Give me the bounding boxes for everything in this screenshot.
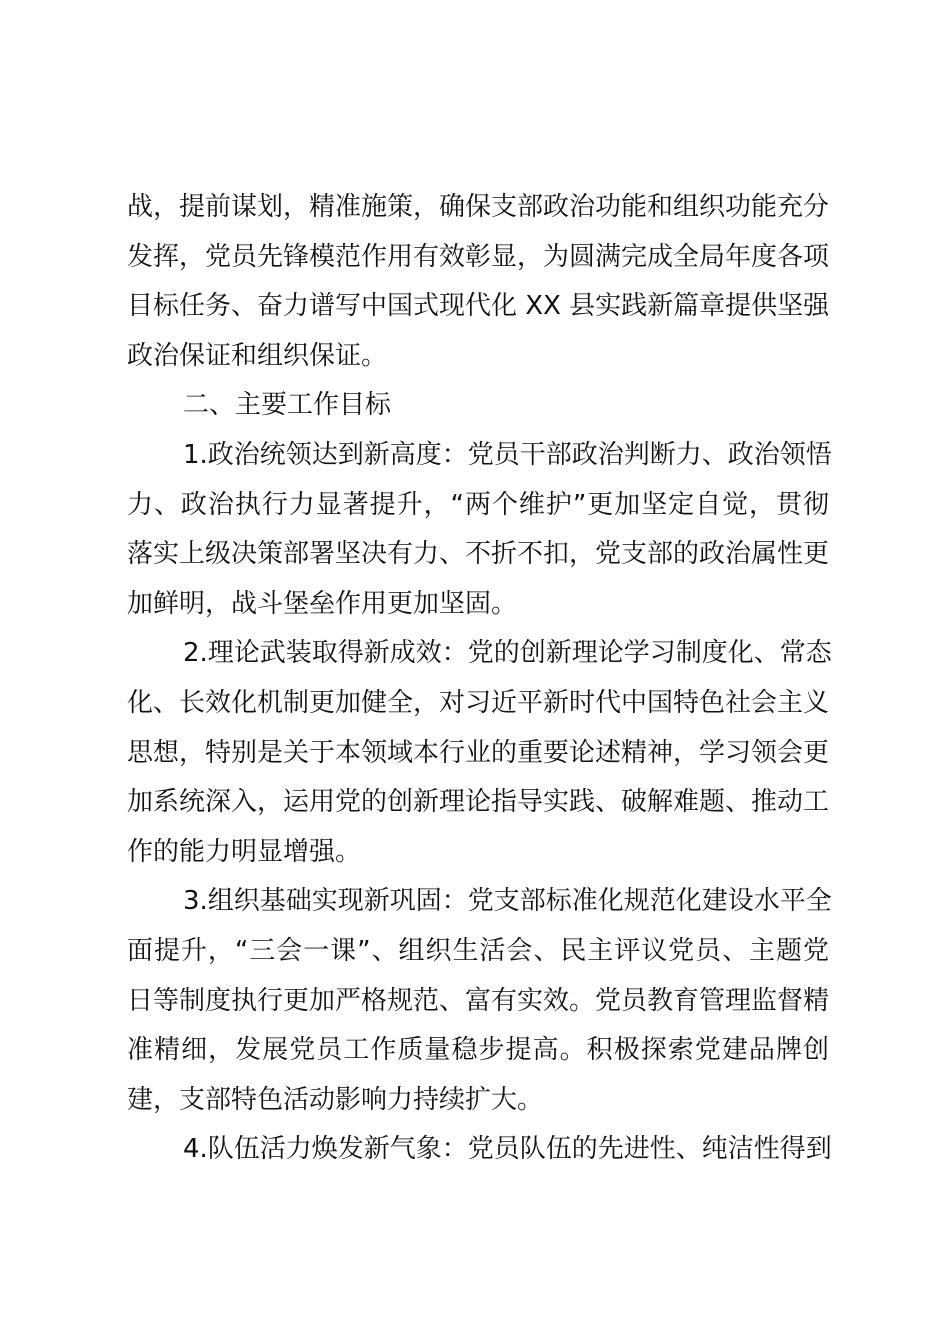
goal-1-line: 1.政治统领达到新高度：党员干部政治判断力、政治领悟 [183, 439, 832, 470]
section-heading: 二、主要工作目标 [183, 390, 392, 421]
text-line: 作的能力明显增强。 [127, 836, 362, 867]
text-line: 面提升，“三会一课”、组织生活会、民主评议党员、主题党 [127, 935, 829, 966]
text-line: 建，支部特色活动影响力持续扩大。 [127, 1084, 544, 1115]
text-line: 力、政治执行力显著提升，“两个维护”更加坚定自觉，贯彻 [127, 489, 829, 520]
text-line: 日等制度执行更加严格规范、富有实效。党员教育管理监督精 [127, 985, 830, 1016]
text-line: 加鲜明，战斗堡垒作用更加坚固。 [127, 588, 518, 619]
text-line: 发挥，党员先锋模范作用有效彰显，为圆满完成全局年度各项 [127, 241, 830, 272]
text-line: 化、长效化机制更加健全，对习近平新时代中国特色社会主义 [127, 687, 830, 718]
text-line: 政治保证和组织保证。 [127, 340, 388, 371]
text-line: 落实上级决策部署坚决有力、不折不扣，党支部的政治属性更 [127, 539, 830, 570]
goal-4-line: 4.队伍活力焕发新气象：党员队伍的先进性、纯洁性得到 [183, 1134, 832, 1165]
text-line: 战，提前谋划，精准施策，确保支部政治功能和组织功能充分 [127, 192, 830, 222]
document-page [127, 183, 832, 1175]
goal-2-line: 2.理论武装取得新成效：党的创新理论学习制度化、常态 [183, 638, 832, 669]
text-line: 目标任务、奋力谱写中国式现代化 XX 县实践新篇章提供坚强 [127, 291, 830, 322]
text-line: 思想，特别是关于本领域本行业的重要论述精神，学习领会更 [127, 737, 830, 768]
text-line: 加系统深入，运用党的创新理论指导实践、破解难题、推动工 [127, 787, 830, 818]
goal-3-line: 3.组织基础实现新巩固：党支部标准化规范化建设水平全 [183, 886, 832, 917]
text-line: 准精细，发展党员工作质量稳步提高。积极探索党建品牌创 [127, 1035, 829, 1066]
